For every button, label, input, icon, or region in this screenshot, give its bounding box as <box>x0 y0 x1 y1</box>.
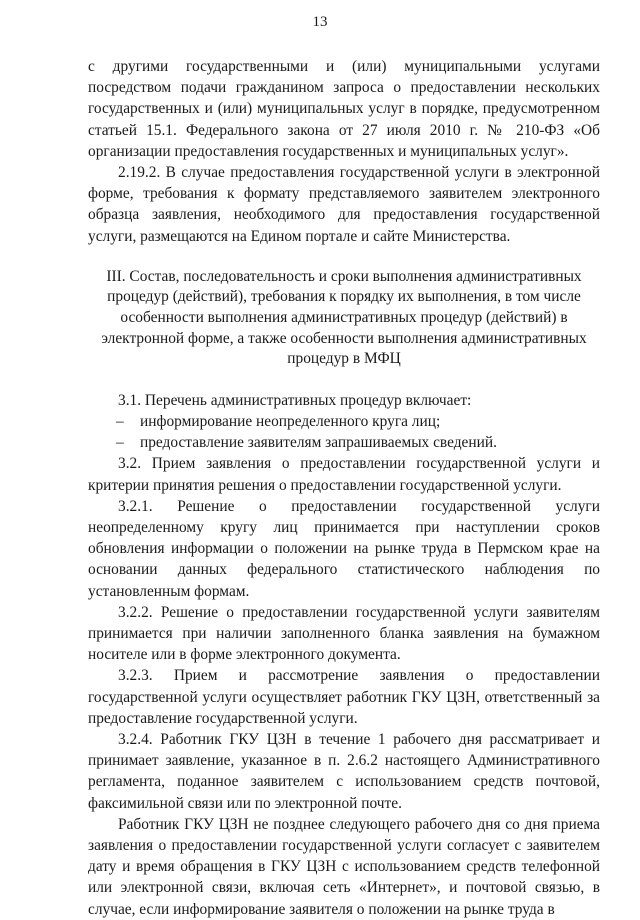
paragraph-3-2-2: 3.2.2. Решение о предоставлении государственной услуги заявителям принимается при наличии заполненного бланка заявления на бумажном носителе или в форме электронного документа. <box>88 603 600 664</box>
paragraph-3-2: 3.2. Прием заявления о предоставлении государственной услуги и критерии принятия решения о предоставлении государственной услуги. <box>88 455 600 494</box>
paragraph-2-19-2: 2.19.2. В случае предоставления государственной услуги в электронной форме, требования к формату представляемого заявителем электронного образца заявления, необходимого для предоставления государственной услуги, размещаются на Едином портале и сайте Министерства. <box>88 164 600 245</box>
list-dash: – <box>116 434 124 452</box>
document-body <box>88 56 600 920</box>
paragraph-3-1: 3.1. Перечень административных процедур включает: <box>118 391 472 409</box>
procedures-list <box>88 411 600 453</box>
paragraph-3-2-1: 3.2.1. Решение о предоставлении государственной услуги неопределенному кругу лиц принимается при наступлении сроков обновления информации о положении на рынке труда в Пермском крае на основании данных федерального статистического наблюдения по установленным формам. <box>88 497 600 600</box>
list-item: – предоставление заявителям запрашиваемых сведений. <box>88 432 600 453</box>
paragraph-3-2-4: 3.2.4. Работник ГКУ ЦЗН в течение 1 рабочего дня рассматривает и принимает заявление, указанное в п. 2.6.2 настоящего Административного регламента, поданное заявителем с использованием средств почтовой, факсимильной связи или по электронной почте. <box>88 731 600 812</box>
paragraph-continuation: с другими государственными и (или) муниципальными услугами посредством подачи гражданином запроса о предоставлении нескольких государственных и (или) муниципальных услуг в порядке, предусмотренном статьей 15.1. Федерального закона от 27 июля 2010 г. № 210-ФЗ «Об организации предоставления государственных и муниципальных услуг». <box>88 58 600 160</box>
paragraph-3-2-3: 3.2.3. Прием и рассмотрение заявления о предоставлении государственной услуги осуществляет работник ГКУ ЦЗН, ответственный за предоставление государственной услуги. <box>88 667 600 727</box>
paragraph-worker-agreement: Работник ГКУ ЦЗН не позднее следующего рабочего дня со дня приема заявления о предоставлении государственной услуги согласует с заявителем дату и время обращения в ГКУ ЦЗН с использованием средств телефонной или электронной связи, включая сеть «Интернет», и почтовой связью, в случае, если информирование заявителя о положении на рынке труда в <box>88 815 600 918</box>
list-dash: – <box>116 413 124 430</box>
section-heading: III. Состав, последовательность и сроки выполнения административных процедур (действий), требования к порядку их выполнения, в том числе особенности выполнения административных процедур (действий) в электронной форме, а также особенности выполнения административных процедур в МФЦ <box>101 267 587 368</box>
page-number: 13 <box>312 14 328 30</box>
list-item: – информирование неопределенного круга лиц; <box>88 411 600 432</box>
